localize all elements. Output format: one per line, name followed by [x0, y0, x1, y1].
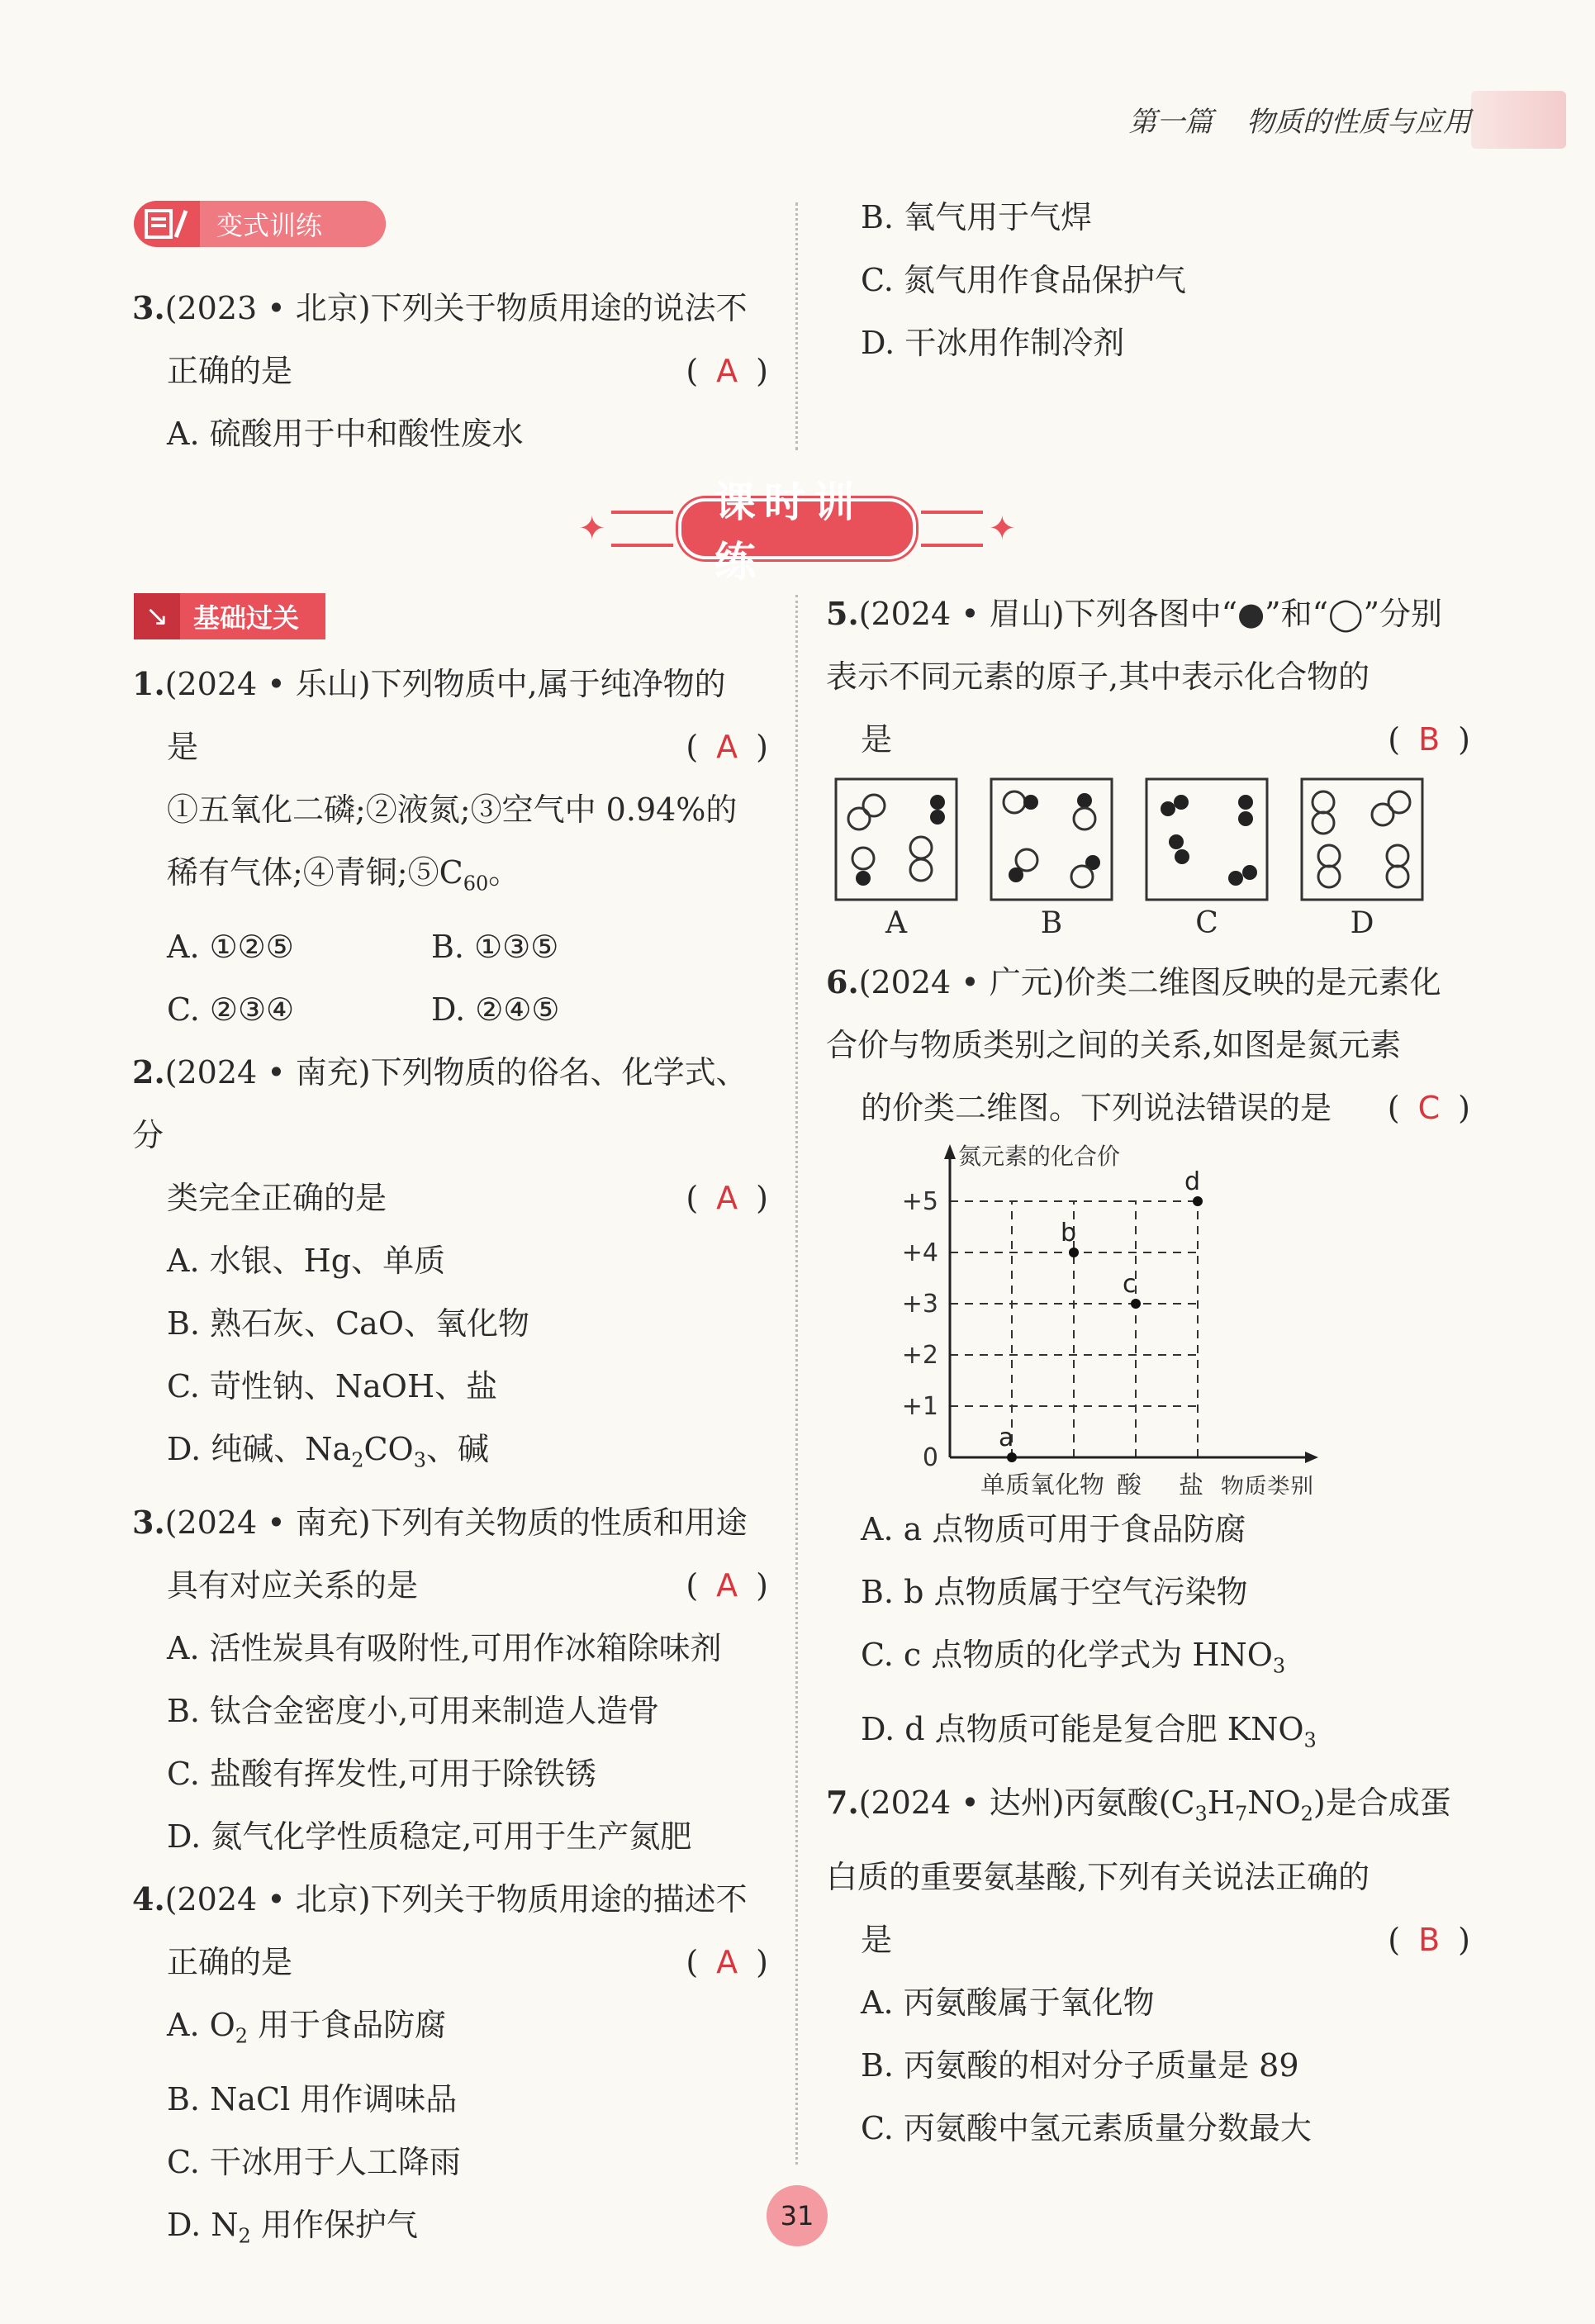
subscript: 2 — [235, 2024, 249, 2048]
valence-class-chart — [876, 1139, 1470, 1498]
question-stem: NO — [1247, 1785, 1301, 1822]
q3-stem-2 — [132, 1554, 768, 1617]
variant-question-3-cont — [826, 186, 1462, 374]
data-point-b — [1069, 1248, 1079, 1257]
answer-bracket: ( A ) — [686, 1567, 768, 1604]
question-stem: (2024 • 南充)下列有关物质的性质和用途 — [164, 1504, 748, 1542]
option-b: B. b 点物质属于空气污染物 — [861, 1574, 1248, 1610]
book-pencil-icon — [134, 201, 200, 247]
option-a: A. ①②⑤ — [167, 928, 294, 965]
x-axis-arrow-icon — [1305, 1452, 1318, 1463]
x-tick-label: 盐 — [1179, 1471, 1203, 1495]
question-stem: (2024 • 眉山)下列各图中“●”和“◯”分别 — [858, 596, 1442, 632]
y-tick-label: +5 — [901, 1187, 938, 1216]
variant-training-label: 变式训练 — [200, 201, 386, 247]
column-divider — [795, 595, 798, 2165]
header-title: 物质的性质与应用 — [1246, 106, 1471, 139]
option-a: A. 活性炭具有吸附性,可用作冰箱除味剂 — [167, 1630, 722, 1667]
answer-letter: A — [716, 353, 738, 389]
diagram-label: D — [1350, 906, 1374, 940]
variant-question-3 — [132, 277, 768, 465]
question-stem: H — [1207, 1785, 1235, 1822]
chart-points — [999, 1167, 1203, 1462]
atom-diagrams — [826, 777, 1470, 946]
answer-letter: C — [1417, 1090, 1441, 1126]
option-b: B. 氧气用于气焊 — [861, 199, 1093, 235]
data-point-label: c — [1123, 1270, 1137, 1299]
data-point-a — [1007, 1452, 1017, 1462]
option-c: C. 氮气用作食品保护气 — [861, 262, 1186, 298]
x-axis-label: 物质类别 — [1221, 1473, 1314, 1495]
x-tick-label: 酸 — [1117, 1471, 1142, 1495]
column-divider — [795, 202, 798, 450]
y-tick-labels — [902, 1187, 938, 1472]
option-c — [826, 1623, 1470, 1698]
option-text: D. 纯碱、Na — [167, 1430, 352, 1467]
y-tick-label: +2 — [901, 1341, 938, 1370]
q1-list-text: 稀有气体;④青铜;⑤C — [167, 854, 463, 891]
q7-stem-2: 白质的重要氨基酸,下列有关说法正确的 — [826, 1858, 1370, 1895]
q1-options-row-1 — [132, 915, 768, 978]
variant-training-badge — [134, 201, 386, 247]
option-d: D. ②④⑤ — [431, 991, 560, 1028]
option-text: CO — [363, 1430, 414, 1467]
option-a: A. a 点物质可用于食品防腐 — [861, 1511, 1246, 1547]
question-number: 5. — [826, 595, 859, 632]
question-number: 2. — [132, 1053, 165, 1091]
option-d: D. 氮气化学性质稳定,可用于生产氮肥 — [167, 1818, 692, 1856]
question-stem: (2024 • 达州)丙氨酸(C — [858, 1785, 1195, 1822]
option-text: C. c 点物质的化学式为 HNO — [861, 1637, 1273, 1673]
subscript: 2 — [1300, 1802, 1313, 1826]
option-d — [826, 1698, 1470, 1772]
x-tick-labels — [980, 1471, 1203, 1495]
diagram-label: B — [1040, 906, 1063, 940]
x-tick-label: 单质 — [980, 1471, 1030, 1495]
option-c: C. ②③④ — [167, 991, 295, 1028]
q7-stem — [826, 1771, 1470, 1846]
option-a: A. 水银、Hg、单质 — [167, 1242, 446, 1279]
answer-letter: A — [716, 1179, 738, 1216]
option-a — [132, 1994, 768, 2068]
answer-letter: A — [716, 1567, 738, 1604]
lesson-training-banner — [578, 478, 1016, 586]
answer-bracket: ( C ) — [1387, 1090, 1470, 1126]
data-point-label: a — [999, 1423, 1014, 1452]
question-number: 6. — [826, 963, 859, 1000]
option-b: B. 丙氨酸的相对分子质量是 89 — [861, 2046, 1299, 2084]
option-text: D. d 点物质可能是复合肥 KNO — [861, 1710, 1304, 1747]
y-tick-label: +1 — [901, 1392, 938, 1421]
atom-diagram-a — [834, 777, 958, 946]
y-tick-label: 0 — [922, 1443, 938, 1472]
subscript: 60 — [463, 872, 489, 896]
answer-bracket: ( B ) — [1388, 1921, 1470, 1958]
option-text: 用于食品防腐 — [248, 2007, 447, 2044]
question-stem: 是 — [167, 729, 199, 765]
q4-stem-2 — [132, 1931, 768, 1994]
option-a: A. 硫酸用于中和酸性废水 — [167, 416, 524, 452]
question-stem: 类完全正确的是 — [167, 1179, 387, 1216]
subscript: 3 — [1272, 1654, 1286, 1678]
q3-stem — [132, 1491, 768, 1554]
header-decoration — [1471, 91, 1566, 149]
answer-letter: A — [716, 1944, 738, 1981]
variant-q3-stem — [132, 277, 768, 340]
arrow-down-right-icon: ↘ — [134, 593, 180, 639]
answer-bracket: ( B ) — [1388, 721, 1470, 758]
option-c: C. 苛性钠、NaOH、盐 — [167, 1367, 498, 1404]
atom-diagram-d — [1300, 777, 1424, 946]
q4-stem — [132, 1868, 768, 1931]
variant-q3-stem-2 — [132, 340, 768, 402]
data-point-label: b — [1061, 1219, 1077, 1248]
option-d — [132, 2193, 768, 2268]
option-b: B. 熟石灰、CaO、氧化物 — [167, 1305, 529, 1342]
option-text: 用作保护气 — [250, 2206, 418, 2243]
answer-letter: A — [716, 729, 738, 765]
q2-stem — [132, 1041, 768, 1167]
q6-stem-2: 合价与物质类别之间的关系,如图是氮元素 — [826, 1027, 1402, 1063]
subscript: 3 — [1194, 1802, 1208, 1826]
lesson-training-label: 课时训练 — [678, 498, 917, 559]
question-stem: (2024 • 乐山)下列物质中,属于纯净物的 — [164, 666, 726, 702]
option-text: D. N — [167, 2206, 239, 2243]
x-tick-label: 氧化物 — [1030, 1471, 1104, 1495]
option-c: C. 丙氨酸中氢元素质量分数最大 — [861, 2109, 1312, 2146]
question-stem: 具有对应关系的是 — [167, 1567, 419, 1604]
question-number: 3. — [132, 289, 165, 326]
running-header — [1104, 99, 1471, 140]
option-a: A. 丙氨酸属于氧化物 — [861, 1984, 1155, 2021]
answer-letter: B — [1418, 721, 1441, 758]
question-stem: 是 — [861, 1921, 893, 1958]
y-axis-arrow-icon — [944, 1144, 956, 1159]
question-number: 4. — [132, 1880, 165, 1918]
question-stem: (2024 • 广元)价类二维图反映的是元素化 — [858, 964, 1441, 1000]
diagram-label: A — [885, 906, 907, 940]
page-number: 31 — [767, 2185, 828, 2246]
question-stem: 是 — [861, 721, 893, 758]
q1-list-end: 。 — [488, 854, 520, 891]
answer-bracket: ( A ) — [686, 353, 768, 389]
banner-wing-right — [921, 511, 983, 547]
option-d — [132, 1418, 768, 1492]
option-text: 、碱 — [425, 1430, 489, 1467]
question-number: 3. — [132, 1504, 165, 1542]
answer-bracket: ( A ) — [686, 1944, 768, 1981]
question-stem: (2024 • 南充)下列物质的俗名、化学式、分 — [132, 1053, 748, 1153]
q5-stem-2: 表示不同元素的原子,其中表示化合物的 — [826, 658, 1370, 695]
subscript: 7 — [1234, 1802, 1248, 1826]
left-column — [132, 653, 768, 2267]
answer-letter: B — [1418, 1921, 1441, 1958]
question-number: 7. — [826, 1784, 859, 1822]
question-stem: (2024 • 北京)下列关于物质用途的描述不 — [164, 1881, 748, 1918]
q7-stem-3 — [826, 1908, 1470, 1971]
q6-stem — [826, 951, 1470, 1014]
subscript: 2 — [351, 1448, 364, 1472]
subscript: 2 — [238, 2224, 251, 2248]
answer-bracket: ( A ) — [686, 729, 768, 765]
data-point-d — [1193, 1196, 1203, 1206]
header-part: 第一篇 — [1128, 106, 1213, 139]
option-c: C. 干冰用于人工降雨 — [167, 2143, 461, 2180]
q1-stem-2 — [132, 715, 768, 778]
atom-diagram-b — [990, 777, 1113, 946]
subscript: 3 — [1303, 1728, 1317, 1752]
question-number: 1. — [132, 665, 165, 702]
data-point-label: d — [1184, 1167, 1201, 1196]
diagram-label: C — [1195, 906, 1218, 940]
q5-stem — [826, 582, 1470, 645]
basic-section-label: 基础过关 — [193, 602, 300, 634]
option-c: C. 盐酸有挥发性,可用于除铁锈 — [167, 1756, 596, 1793]
option-b: B. 钛合金密度小,可用来制造人造骨 — [167, 1693, 660, 1730]
question-stem: 正确的是 — [167, 353, 293, 389]
question-stem: 正确的是 — [167, 1944, 293, 1981]
right-column — [826, 582, 1470, 2160]
banner-wing-left — [611, 511, 673, 547]
q2-stem-2 — [132, 1167, 768, 1229]
q1-options-row-2 — [132, 978, 768, 1041]
data-point-c — [1131, 1299, 1141, 1309]
basic-section-badge — [134, 593, 325, 639]
y-axis-label: 氮元素的化合价 — [958, 1143, 1121, 1170]
q1-stem — [132, 653, 768, 715]
q1-list: ①五氧化二磷;②液氮;③空气中 0.94%的 — [167, 791, 738, 828]
question-stem: )是合成蛋 — [1313, 1785, 1451, 1822]
option-b: B. ①③⑤ — [431, 928, 559, 965]
chart-svg — [876, 1139, 1371, 1495]
star-icon: ✦ — [988, 510, 1016, 548]
star-icon: ✦ — [578, 510, 606, 548]
question-stem: 的价类二维图。下列说法错误的是 — [861, 1090, 1332, 1126]
answer-bracket: ( A ) — [686, 1179, 768, 1216]
q5-stem-3 — [826, 708, 1470, 771]
option-d: D. 干冰用作制冷剂 — [861, 325, 1125, 361]
y-tick-label: +4 — [901, 1238, 938, 1267]
option-b: B. NaCl 用作调味品 — [167, 2080, 458, 2117]
subscript: 3 — [413, 1448, 426, 1472]
option-text: A. O — [167, 2007, 235, 2044]
q6-stem-3 — [826, 1076, 1470, 1139]
q1-list-2 — [132, 841, 768, 915]
y-tick-label: +3 — [901, 1290, 938, 1319]
atom-diagram-c — [1145, 777, 1269, 946]
question-stem: (2023 • 北京)下列关于物质用途的说法不 — [164, 290, 748, 326]
